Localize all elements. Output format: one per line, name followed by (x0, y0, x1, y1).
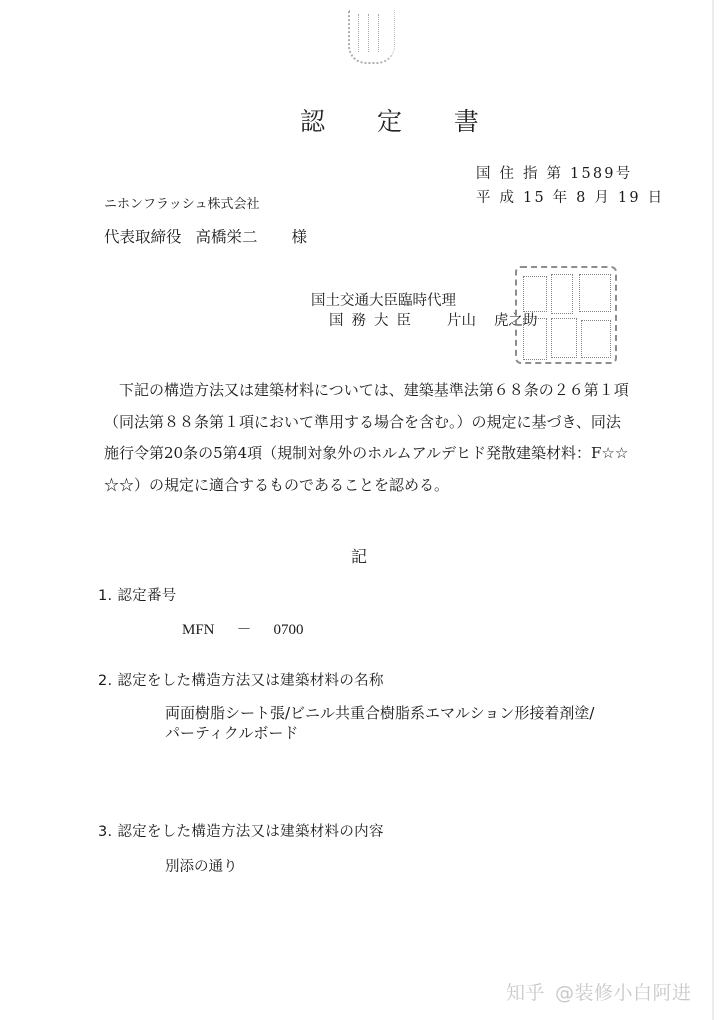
body-line: 下記の構造方法又は建築材料については、建築基準法第６８条の２６第１項 (119, 381, 629, 399)
scan-page-edge (712, 0, 714, 1020)
issuer-role: 国務大臣 (329, 313, 419, 329)
issuer-family-name: 片山 (447, 313, 476, 329)
addressee-representative (104, 225, 307, 247)
watermark-site: 知乎 (506, 982, 546, 1004)
official-seal-icon (515, 266, 617, 364)
certification-body (104, 375, 664, 501)
material-name (165, 703, 594, 743)
material-name-line: パーティクルボード (165, 724, 299, 742)
addressee-name: 高橋栄二 (195, 228, 258, 246)
reference-number: 国 住 指 第 1589号 (476, 166, 633, 182)
cert-prefix: MFN (182, 622, 215, 638)
issuer-block (311, 291, 538, 331)
body-line: ☆☆）の規定に適合するものであることを認める。 (104, 475, 450, 494)
addressee-honorific: 様 (291, 228, 308, 246)
zhihu-watermark (506, 978, 692, 1005)
body-line: 施行令第20条の5第4項（規制対象外のホルムアルデヒド発散建築材料：F☆☆ (104, 444, 629, 462)
section-2-heading: 2. 認定をした構造方法又は建築材料の名称 (98, 673, 384, 689)
section-1-heading: 1. 認定番号 (98, 588, 177, 604)
certification-number (182, 618, 304, 639)
ki-heading: 記 (351, 547, 368, 566)
material-content: 別添の通り (165, 859, 238, 875)
section-3-heading: 3. 認定をした構造方法又は建築材料の内容 (98, 824, 384, 840)
addressee-position: 代表取締役 (104, 228, 182, 246)
document-title: 認 定 書 (300, 107, 501, 136)
watermark-handle: @装修小白阿进 (555, 982, 692, 1004)
issue-date: 平 成 15 年 8 月 19 日 (476, 190, 665, 206)
cert-number: 0700 (273, 622, 304, 638)
material-name-line: 両面樹脂シート張/ビニル共重合樹脂系エマルション形接着剤塗/ (165, 704, 595, 722)
reference-block (476, 162, 664, 210)
receipt-stamp-icon (348, 10, 395, 64)
addressee-company: ニホンフラッシュ株式会社 (104, 197, 260, 212)
body-line: （同法第８８条第１項において準用する場合を含む。）の規定に基づき、同法 (104, 412, 621, 431)
issuer-title: 国土交通大臣臨時代理 (311, 293, 456, 309)
cert-dash: － (236, 622, 252, 638)
issuer-given-name: 虎之助 (494, 313, 538, 329)
